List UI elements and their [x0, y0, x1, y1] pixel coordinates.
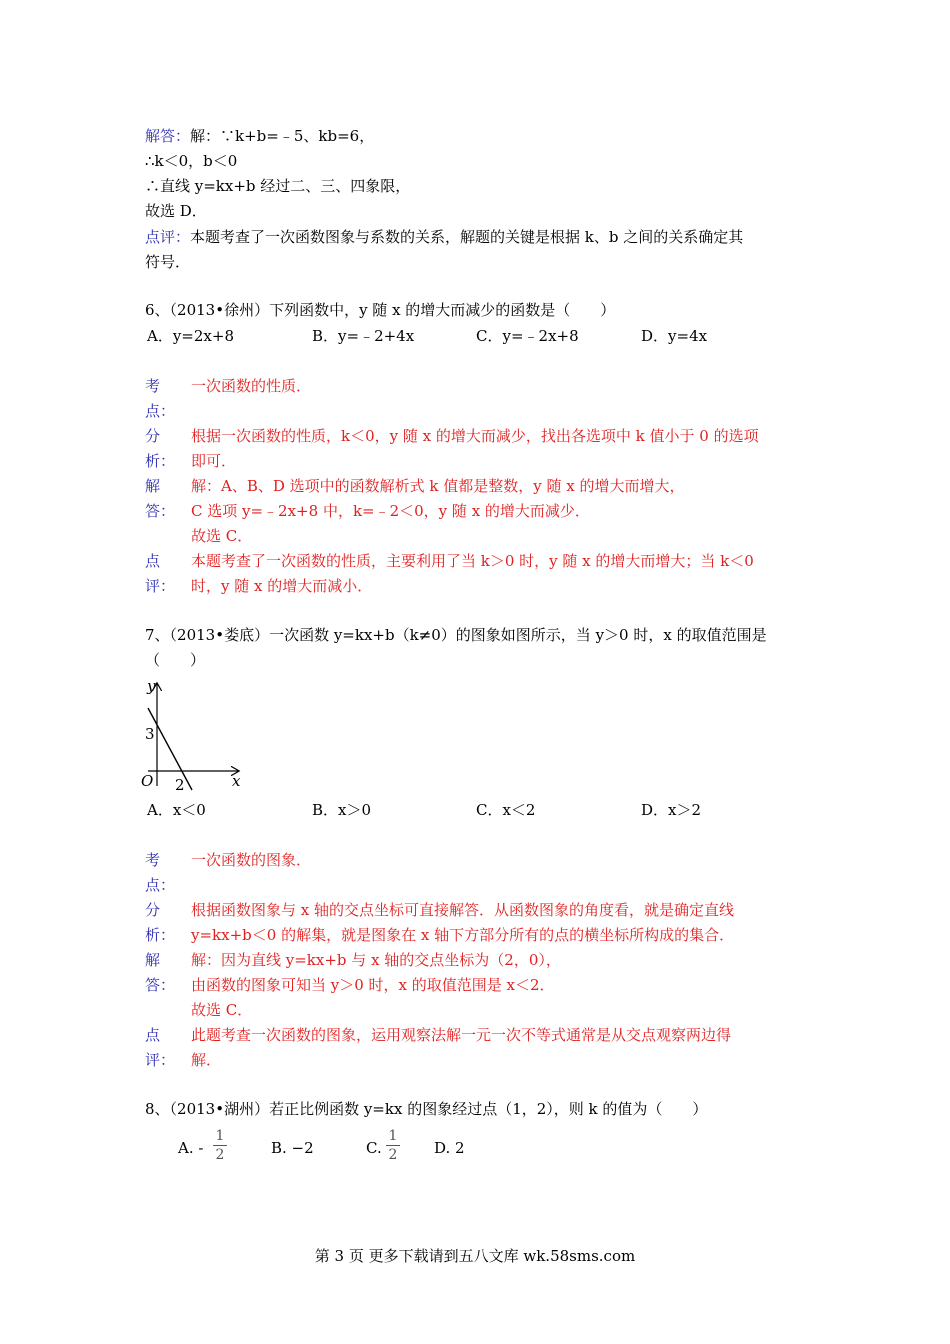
q7-kaodian-label-2: 点： — [145, 876, 176, 894]
q7-fenxi-label-2: 析： — [145, 926, 176, 944]
q7-fenxi-label-1: 分 — [145, 901, 161, 919]
intro-comment-line-1 — [145, 227, 743, 247]
q8-option-c-fraction — [386, 1128, 400, 1163]
q8-option-d: D. 2 — [434, 1139, 465, 1157]
q6-fenxi-label-1: 分 — [145, 427, 161, 445]
q6-dianping-label-2: 评： — [145, 577, 176, 595]
intro-line-2: ∴k＜0，b＜0 — [145, 152, 238, 170]
q7-stem-line-1: 7、（2013•娄底）一次函数 y=kx+b（k≠0）的图象如图所示，当 y＞0 时，x 的取值范围是 — [145, 626, 767, 644]
q6-dianping-label-1: 点 — [145, 552, 161, 570]
x-intercept-label: 2 — [175, 776, 185, 794]
origin-label: O — [141, 772, 154, 790]
intro-line-3: ∴直线 y=kx+b 经过二、三、四象限， — [145, 177, 411, 195]
answer-text: 解：∵k+b=﹣5、kb=6， — [190, 127, 375, 145]
q7-dianping-line-1: 此题考查一次函数的图象，运用观察法解一元一次不等式通常是从交点观察两边得 — [191, 1026, 732, 1044]
q7-jieda-line-1: 解：因为直线 y=kx+b 与 x 轴的交点坐标为（2，0）， — [191, 951, 561, 969]
q7-option-c: C．x＜2 — [476, 801, 536, 819]
q8-option-b: B. −2 — [271, 1139, 314, 1157]
q6-jieda-label-1: 解 — [145, 477, 161, 495]
q6-dianping-line-1: 本题考查了一次函数的性质，主要利用了当 k＞0 时，y 随 x 的增大而增大；当 k＜0 — [191, 552, 754, 570]
q6-fenxi-label-2: 析： — [145, 452, 176, 470]
intro-comment-line-2: 符号． — [145, 253, 191, 271]
fraction-bar — [213, 1145, 227, 1146]
q8-option-a-fraction — [213, 1128, 227, 1163]
q7-option-b: B．x＞0 — [312, 801, 372, 819]
q7-jieda-label-1: 解 — [145, 951, 161, 969]
q8-option-a-denominator: 2 — [215, 1147, 225, 1163]
y-intercept-label: 3 — [145, 725, 155, 743]
q7-kaodian-text: 一次函数的图象． — [191, 851, 312, 869]
q8-option-c-numerator: 1 — [388, 1128, 398, 1144]
intro-line-4: 故选 D． — [145, 202, 207, 220]
q7-dianping-label-1: 点 — [145, 1026, 161, 1044]
q8-option-a-numerator: 1 — [215, 1128, 225, 1144]
q6-jieda-line-2: C 选项 y=﹣2x+8 中，k=﹣2＜0，y 随 x 的增大而减少． — [191, 502, 590, 520]
q6-option-b: B．y=﹣2+4x — [312, 327, 415, 345]
function-line — [148, 708, 192, 790]
q8-option-c-denominator: 2 — [388, 1147, 398, 1163]
q7-kaodian-label-1: 考 — [145, 851, 161, 869]
q6-fenxi-line-1: 根据一次函数的性质，k＜0，y 随 x 的增大而减少，找出各选项中 k 值小于 0 的选项 — [191, 427, 759, 445]
q6-dianping-line-2: 时，y 随 x 的增大而减小． — [191, 577, 373, 595]
intro-line-1 — [145, 126, 374, 146]
fraction-bar — [386, 1145, 400, 1146]
q6-kaodian-label-1: 考 — [145, 377, 161, 395]
y-axis-label: y — [147, 677, 156, 695]
q6-stem: 6、（2013•徐州）下列函数中，y 随 x 的增大而减少的函数是（ ） — [145, 301, 616, 319]
q7-function-graph — [138, 672, 250, 794]
page-footer: 第 3 页 更多下载请到五八文库 wk.58sms.com — [314, 1247, 636, 1265]
q6-option-d: D．y=4x — [641, 327, 708, 345]
q7-option-a: A．x＜0 — [147, 801, 206, 819]
comment-label: 点评： — [145, 228, 191, 246]
q7-jieda-line-2: 由函数的图象可知当 y＞0 时，x 的取值范围是 x＜2． — [191, 976, 555, 994]
q6-kaodian-text: 一次函数的性质． — [191, 377, 312, 395]
q8-stem: 8、（2013•湖州）若正比例函数 y=kx 的图象经过点（1，2），则 k 的值为（ ） — [145, 1100, 708, 1118]
q7-option-d: D．x＞2 — [641, 801, 702, 819]
q7-dianping-line-2: 解． — [191, 1051, 222, 1069]
comment-text: 本题考查了一次函数图象与系数的关系，解题的关键是根据 k、b 之间的关系确定其 — [190, 228, 744, 246]
q8-option-a-prefix: A. - — [178, 1139, 204, 1157]
q6-jieda-line-3: 故选 C． — [191, 527, 253, 545]
q7-fenxi-line-1: 根据函数图象与 x 轴的交点坐标可直接解答．从函数图象的角度看，就是确定直线 — [191, 901, 734, 919]
answer-label: 解答： — [145, 127, 191, 145]
q6-fenxi-line-2: 即可． — [191, 452, 237, 470]
q7-fenxi-line-2: y=kx+b＜0 的解集，就是图象在 x 轴下方部分所有的点的横坐标所构成的集合． — [191, 926, 735, 944]
q7-stem-line-2: （ ） — [145, 651, 206, 669]
q6-jieda-label-2: 答： — [145, 502, 176, 520]
q6-kaodian-label-2: 点： — [145, 402, 176, 420]
q7-dianping-label-2: 评： — [145, 1051, 176, 1069]
q7-jieda-label-2: 答： — [145, 976, 176, 994]
q8-option-c-prefix: C. — [366, 1139, 382, 1157]
q6-jieda-line-1: 解：A、B、D 选项中的函数解析式 k 值都是整数，y 随 x 的增大而增大， — [191, 477, 685, 495]
q6-option-a: A．y=2x+8 — [147, 327, 234, 345]
x-axis-label: x — [232, 772, 241, 790]
q6-option-c: C．y=﹣2x+8 — [476, 327, 579, 345]
q7-jieda-line-3: 故选 C． — [191, 1001, 253, 1019]
